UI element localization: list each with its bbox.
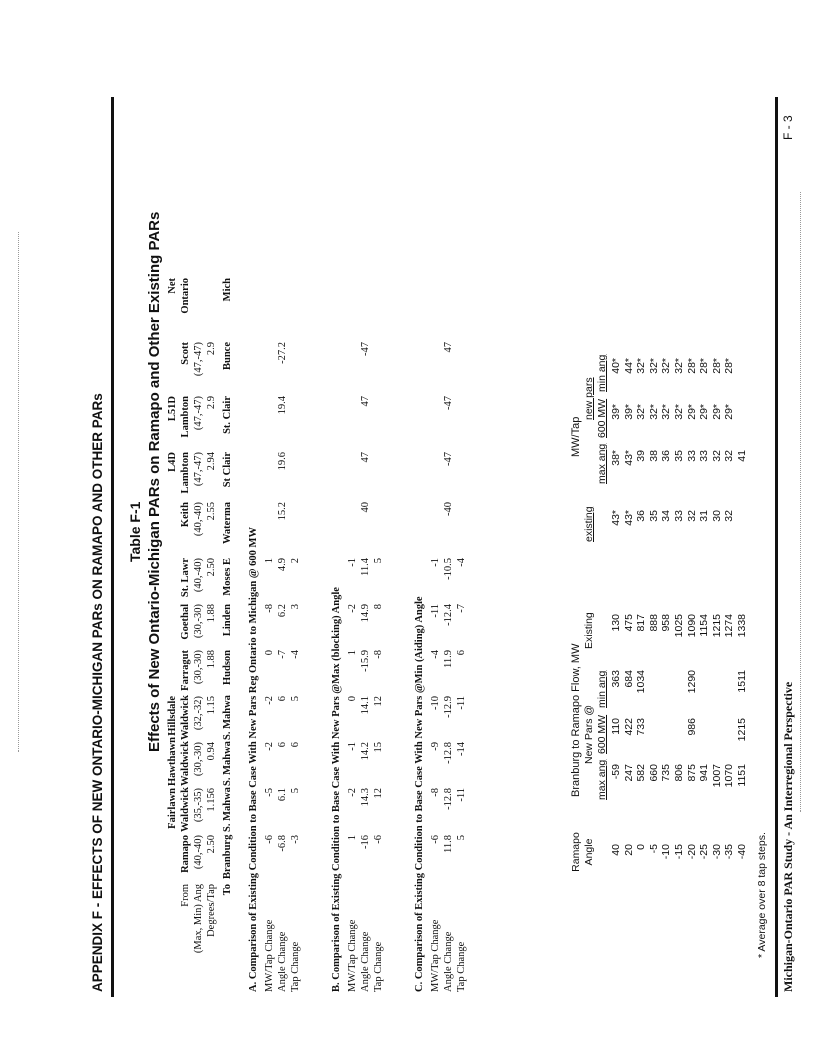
col-from: Lambton [180,396,191,438]
new-pars-lower-header [583,377,595,420]
col-to: S. Mahwa [222,741,233,786]
col-range: (40,-40) [193,835,204,870]
min-ang-header [596,671,608,708]
ramapo-cell-tap-min: 28* [710,358,723,374]
ramapo-cell-exist: 817 [635,614,648,632]
section-value: -6 [373,835,384,844]
col-to: S. Mahwa [222,787,233,832]
section-value: 4.9 [277,558,288,572]
section-value: -7 [456,604,467,613]
ramapo-cell-tap-exist: 32 [723,510,736,522]
section-value: 15 [373,742,384,753]
row-label: Tap Change [290,941,301,992]
col-deg: 2.9 [206,342,217,356]
section-value: 1 [347,835,358,841]
ramapo-cell-angle: -25 [698,844,711,860]
section-value: -14 [456,742,467,756]
col-range: (47,-47) [193,342,204,377]
section-value: 6 [277,742,288,748]
section-value: -9 [430,742,441,751]
section-value: 11.4 [360,558,371,576]
from-label: From [180,884,191,907]
ramapo-cell-tap-600: 29* [723,404,736,420]
col-top: Net [167,278,178,294]
col-range: (35,-35) [193,788,204,823]
section-value: 12 [373,788,384,799]
section-value: -47 [360,342,371,356]
ramapo-cell-tap-min: 32* [647,358,660,374]
section-value: 6 [277,696,288,702]
footer-page: F - 3 [781,115,795,140]
ramapo-cell-min: 1290 [685,670,698,694]
ramapo-cell-tap-min: 44* [622,358,635,374]
ramapo-cell-max: 1007 [710,764,723,788]
min-ang-text: min ang [596,670,608,708]
existing-lower-text: existing [583,506,595,542]
col-to: Bunce [222,342,233,371]
ramapo-cell-tap-max: 33 [685,450,698,462]
ramapo-cell-tap-max: 38 [647,450,660,462]
section-title: C. Comparison of Existing Condition to Base Case With New Pars @Min (Aiding) Angle [414,596,425,992]
ramapo-cell-max: 941 [698,764,711,782]
ramapo-angle-header2: Angle [583,838,595,866]
ramapo-cell-tap-exist: 32 [685,510,698,522]
ramapo-cell-tap-exist: 31 [698,510,711,522]
mwtap-header: MW/Tap [570,416,582,457]
col-range: (47,-47) [193,396,204,431]
mw600-text: 600 MW [596,714,608,754]
section-value: 6 [456,650,467,656]
section-value: -6 [264,835,275,844]
section-value: -12.8 [443,788,454,810]
section-value: 5 [456,835,467,841]
ramapo-cell-tap-exist: 30 [710,510,723,522]
max-ang-header [596,760,608,800]
ramapo-cell-mw600: 733 [635,718,648,736]
col-from: Farragut [180,650,191,691]
ramapo-cell-tap-max: 36 [660,450,673,462]
ramapo-cell-angle: -15 [673,844,685,860]
section-value: -47 [443,452,454,466]
col-from: Keith [180,502,191,528]
ramapo-cell-max: 1151 [736,764,748,787]
ramapo-cell-max: 582 [635,764,648,782]
maxmin-label: (Max, Min) Ang [193,884,204,954]
section-value: -8 [430,788,441,797]
ramapo-cell-min: 363 [610,670,622,688]
section-value: -2 [347,604,358,613]
section-value: 6 [290,742,301,748]
ramapo-cell-angle: -5 [647,844,660,854]
section-value: 2 [290,558,301,564]
ramapo-cell-angle: 40 [610,844,622,856]
table-number: Table F-1 [127,501,143,562]
section-value: -8 [373,650,384,659]
section-value: -4 [430,650,441,659]
row-label: MW/Tap Change [430,919,441,992]
section-value: 11.8 [443,835,454,853]
col-from: Goethal [180,604,191,640]
tap-max-ang-text: max ang [596,443,608,484]
section-value: -2 [264,742,275,751]
ramapo-cell-tap-600: 32* [660,404,673,420]
section-value: 47 [443,342,454,353]
ramapo-cell-angle: 20 [622,844,635,856]
section-value: 47 [360,452,371,463]
section-value: 19.4 [277,396,288,415]
ramapo-cell-max: 247 [622,764,635,782]
section-value: -11 [456,696,467,710]
col-deg: 2.9 [206,396,217,410]
ramapo-cell-tap-600: 32* [647,404,660,420]
ramapo-cell-tap-min: 28* [685,358,698,374]
ramapo-cell-tap-exist: 33 [673,510,685,522]
section-value: -10 [430,696,441,710]
section-title: B. Comparison of Existing Condition to Base Case With New Pars @Max (blocking) Angle [331,587,342,992]
col-to: Moses E [222,558,233,596]
section-value: 5 [290,788,301,794]
ramapo-cell-tap-max: 38* [610,450,622,466]
section-value: 11.9 [443,650,454,668]
section-value: 6.2 [277,604,288,618]
col-to: S. Mahwa [222,695,233,740]
footer-study: Michigan-Ontario PAR Study - An Interregional Perspective [781,681,795,992]
section-value: -2 [264,696,275,705]
row-label: Angle Change [443,931,454,992]
section-value: 5 [290,696,301,702]
row-label: Tap Change [456,941,467,992]
col-top: Hawthawn [167,736,178,786]
section-value: -1 [430,558,441,567]
col-to: Branburg [222,834,233,879]
col-from: Waldwick [180,787,191,832]
col-range: (30,-30) [193,650,204,685]
section-value: -15.9 [360,650,371,672]
ramapo-cell-tap-exist: 43* [610,510,622,526]
section-value: -11 [430,604,441,618]
section-value: -4 [456,558,467,567]
col-to: Waterma [222,502,233,544]
ramapo-cell-tap-exist: 43* [622,510,635,526]
footnote: * Average over 8 tap steps. [756,832,768,958]
ramapo-cell-tap-max: 39 [635,450,648,462]
ramapo-cell-tap-600: 39* [622,404,635,420]
col-deg: 2.50 [206,558,217,577]
col-deg: 1.88 [206,650,217,669]
section-value: -3 [290,835,301,844]
ramapo-cell-max: 875 [685,764,698,782]
mw600-header [596,715,608,754]
section-value: -47 [443,396,454,410]
section-value: 14.3 [360,788,371,807]
ramapo-cell-exist: 1215 [710,614,723,638]
section-value: -40 [443,502,454,516]
section-value: 47 [360,396,371,407]
section-value: 8 [373,604,384,610]
row-label: Angle Change [360,931,371,992]
newpars-header: New Pars @ [583,704,595,764]
ramapo-cell-exist: 888 [647,614,660,632]
ramapo-cell-tap-min: 32* [673,358,685,374]
ramapo-cell-min: 684 [622,670,635,688]
col-top: Fairlawn [167,788,178,829]
ramapo-cell-mw600: 110 [610,718,622,735]
tap-max-ang-header [596,444,608,484]
ramapo-cell-tap-min: 28* [698,358,711,374]
tap-min-ang-header [596,355,608,392]
col-range: (30,-30) [193,604,204,639]
ramapo-cell-tap-min: 32* [660,358,673,374]
footer-rule [775,97,778,997]
ramapo-cell-exist: 1154 [698,614,711,637]
col-range: (32,-32) [193,696,204,731]
section-value: 1 [264,558,275,564]
ramapo-cell-tap-min: 40* [610,358,622,374]
ramapo-cell-angle: -10 [660,844,673,860]
scan-dots [800,192,801,812]
col-from: Ramapo [180,835,191,873]
existing-lower-header [583,506,595,542]
col-to: St Clair [222,452,233,488]
section-value: -8 [264,604,275,613]
section-value: -2 [347,788,358,797]
ramapo-cell-max: -59 [610,764,622,780]
col-deg: 2.94 [206,452,217,471]
section-value: -6.8 [277,835,288,852]
ramapo-cell-tap-600: 39* [610,404,622,420]
ramapo-cell-angle: 0 [635,844,648,850]
section-value: -12.4 [443,604,454,626]
col-top: L51D [167,396,178,422]
flow-header: Branburg to Ramapo Flow, MW [570,643,582,797]
col-from: Ontario [180,278,191,314]
col-from: Waldwick [180,695,191,740]
col-to: Hudson [222,650,233,686]
section-value: -11 [456,788,467,802]
section-title: A. Comparison of Existing Condition to Base Case With New Pars Reg Ontario to Michigan @ 600 MW [248,527,259,992]
section-value: 14.1 [360,696,371,715]
ramapo-cell-max: 1070 [723,764,736,788]
col-from: Lambton [180,452,191,494]
col-deg: 0.94 [206,742,217,761]
ramapo-cell-exist: 475 [622,614,635,632]
ramapo-cell-tap-600: 32* [673,404,685,420]
ramapo-cell-tap-max: 32 [710,450,723,462]
ramapo-cell-exist: 1274 [723,614,736,638]
row-label: MW/Tap Change [347,919,358,992]
ramapo-cell-tap-exist: 36 [635,510,648,522]
col-range: (47,-47) [193,452,204,487]
col-deg: 1.156 [206,788,217,812]
to-label: To [222,884,233,896]
ramapo-cell-angle: -20 [685,844,698,860]
ramapo-cell-exist: 130 [610,614,622,632]
scan-dots [18,232,19,752]
max-ang-text: max ang [596,759,608,800]
ramapo-cell-tap-600: 32* [635,404,648,420]
ramapo-cell-tap-exist: 34 [660,510,673,522]
section-value: 12 [373,696,384,707]
col-deg: 1.15 [206,696,217,715]
degtap-label: Degrees/Tap [206,884,217,937]
ramapo-cell-angle: -40 [736,844,748,860]
ramapo-cell-tap-max: 32 [723,450,736,462]
col-from: Waldwick [180,741,191,786]
ramapo-cell-tap-max: 43* [622,450,635,466]
section-value: 3 [290,604,301,610]
section-value: -12.9 [443,696,454,718]
ramapo-cell-tap-600: 29* [685,404,698,420]
new-pars-lower-text: new pars [583,377,595,420]
existing-header: Existing [583,612,595,649]
ramapo-cell-mw600: 986 [685,718,698,736]
ramapo-cell-angle: -35 [723,844,736,860]
col-range: (40,-40) [193,502,204,537]
ramapo-cell-tap-max: 33 [698,450,711,462]
ramapo-cell-mw600: 1215 [736,718,748,742]
ramapo-cell-min: 1511 [736,670,748,693]
col-top: Hillsdale [167,696,178,736]
section-value: -1 [347,558,358,567]
ramapo-cell-angle: -30 [710,844,723,860]
section-value: 14.2 [360,742,371,761]
table-title: Effects of New Ontario-Michigan PARs on Ramapo and Other Existing PARs [146,211,163,752]
row-label: Tap Change [373,941,384,992]
row-label: Angle Change [277,931,288,992]
tap-600-text: 600 MW [596,398,608,438]
section-value: 0 [264,650,275,656]
col-to: St. Clair [222,396,233,434]
section-value: -4 [290,650,301,659]
ramapo-cell-tap-max: 41 [736,450,748,462]
title-rule [111,97,114,997]
ramapo-cell-max: 660 [647,764,660,782]
col-range: (40,-40) [193,558,204,593]
ramapo-cell-tap-min: 28* [723,358,736,374]
section-value: -12.8 [443,742,454,764]
col-deg: 2.50 [206,835,217,854]
section-value: -6 [430,835,441,844]
ramapo-cell-max: 735 [660,764,673,782]
ramapo-cell-exist: 1025 [673,614,685,638]
col-from: Scott [180,342,191,365]
section-value: 1 [347,650,358,656]
tap-600-header [596,399,608,438]
ramapo-cell-tap-600: 29* [698,404,711,420]
tap-min-ang-text: min ang [596,354,608,392]
section-value: 0 [347,696,358,702]
section-value: 15.2 [277,502,288,521]
section-value: -7 [277,650,288,659]
ramapo-cell-tap-min: 32* [635,358,648,374]
section-value: -1 [347,742,358,751]
col-to: Linden [222,604,233,637]
ramapo-cell-tap-exist: 35 [647,510,660,522]
col-from: St. Lawr [180,558,191,598]
row-label: MW/Tap Change [264,919,275,992]
ramapo-cell-tap-600: 29* [710,404,723,420]
col-to: Mich [222,278,233,302]
appendix-title: APPENDIX F - EFFECTS OF NEW ONTARIO-MICHIGAN PARs ON RAMAPO AND OTHER PARs [90,393,105,992]
section-value: 5 [373,558,384,564]
section-value: -10.5 [443,558,454,580]
ramapo-angle-header: Ramapo [570,832,582,872]
ramapo-cell-mw600: 422 [622,718,635,736]
ramapo-cell-exist: 1338 [736,614,748,638]
ramapo-cell-exist: 1090 [685,614,698,638]
col-deg: 1.88 [206,604,217,623]
col-top: L4D [167,452,178,472]
section-value: 14.9 [360,604,371,623]
section-value: 6.1 [277,788,288,802]
section-value: -16 [360,835,371,849]
ramapo-cell-max: 806 [673,764,685,782]
col-deg: 2.55 [206,502,217,521]
section-value: 19.6 [277,452,288,471]
section-value: 40 [360,502,371,513]
ramapo-cell-tap-max: 35 [673,450,685,462]
section-value: -27.2 [277,342,288,364]
ramapo-cell-exist: 958 [660,614,673,632]
section-value: -5 [264,788,275,797]
col-range: (30,-30) [193,742,204,777]
ramapo-cell-min: 1034 [635,670,648,694]
